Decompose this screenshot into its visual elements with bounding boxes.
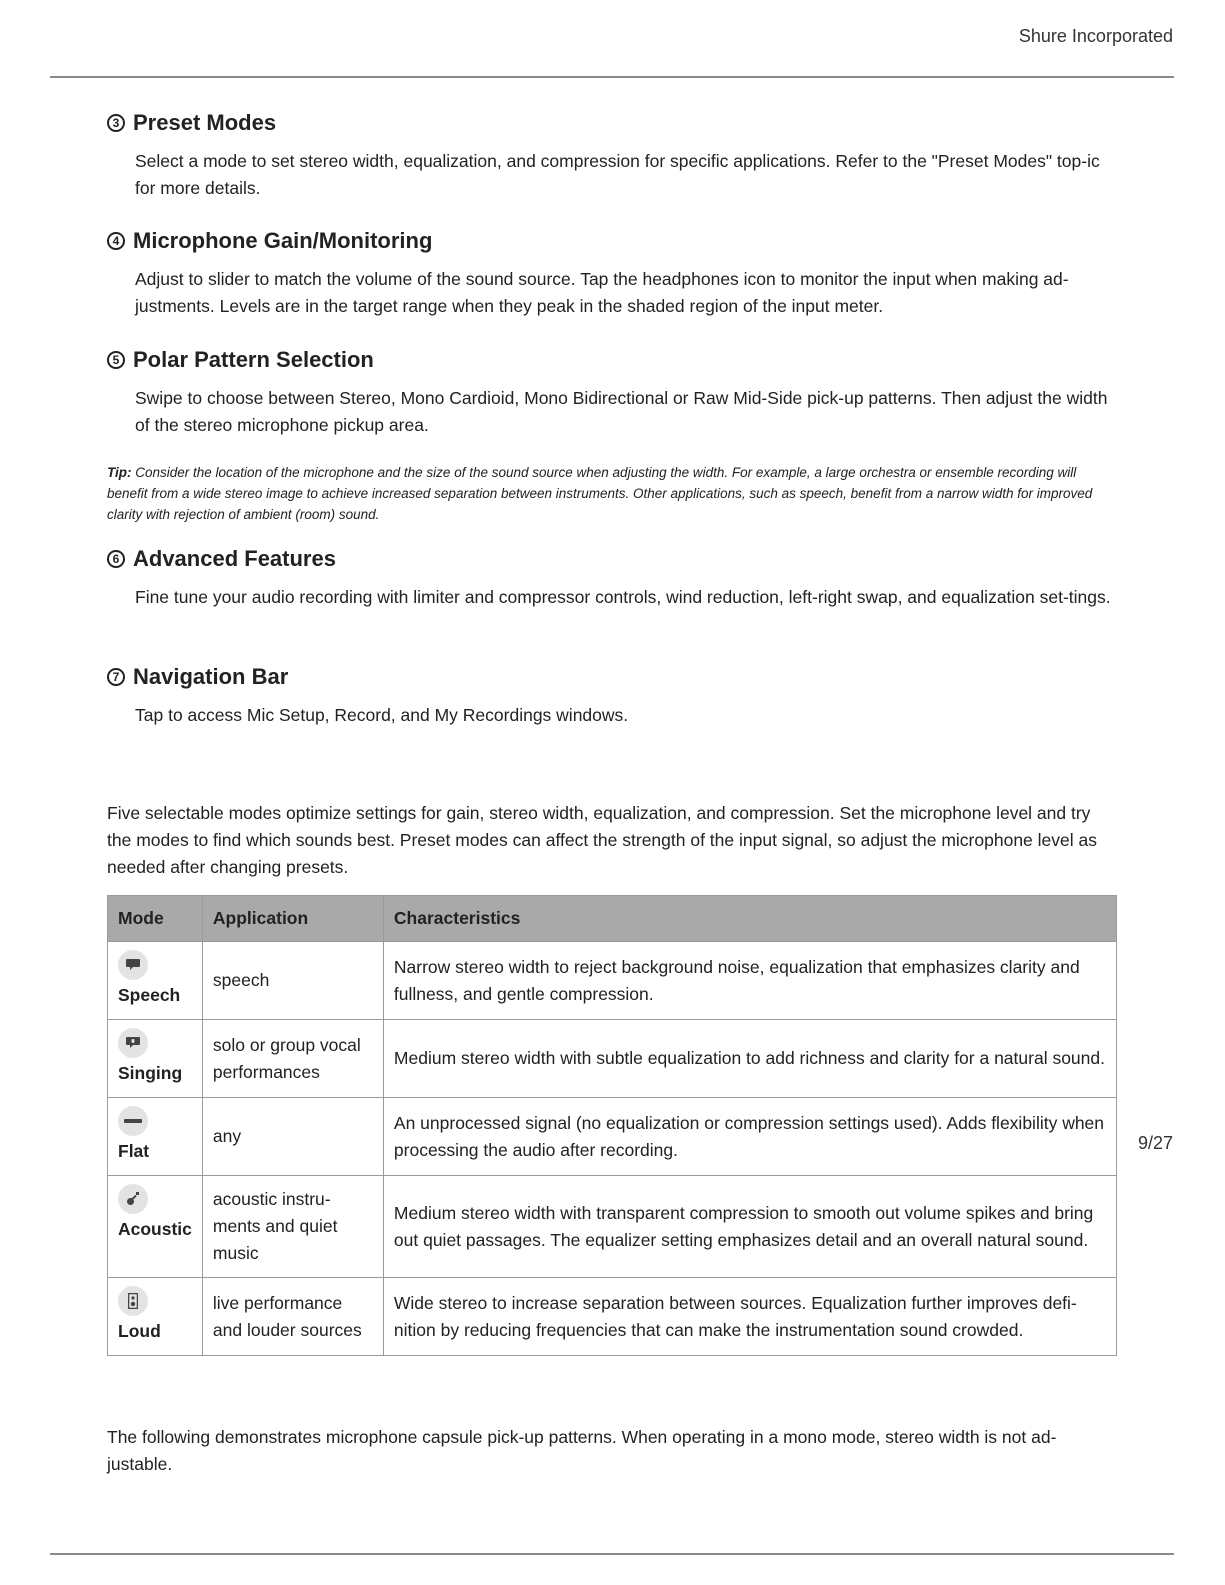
mode-label: Loud bbox=[118, 1321, 161, 1341]
footer-divider bbox=[50, 1553, 1174, 1555]
table-header-row bbox=[108, 896, 1117, 942]
mode-cell bbox=[108, 1278, 203, 1356]
section-navigation-bar bbox=[107, 664, 1117, 729]
section-body: Fine tune your audio recording with limiter and compressor controls, wind reduction, left-right swap, and equalization set-tings. bbox=[135, 587, 1111, 607]
section-number-badge: 3 bbox=[107, 114, 125, 132]
section-title: Preset Modes bbox=[133, 110, 277, 135]
mode-label: Speech bbox=[118, 985, 181, 1005]
table-header-characteristics: Characteristics bbox=[383, 896, 1116, 942]
section-body: Select a mode to set stereo width, equalization, and compression for specific applications. Refer to the "Preset Modes" top-ic for more details. bbox=[135, 151, 1100, 198]
section-body: Tap to access Mic Setup, Record, and My Recordings windows. bbox=[135, 705, 629, 725]
header-company-name: Shure Incorporated bbox=[1018, 26, 1173, 46]
section-microphone-gain bbox=[107, 228, 1117, 320]
characteristics-cell: Medium stereo width with transparent compression to smooth out volume spikes and bring out quiet passages. The equalizer setting emphasizes detail and an overall natural sound. bbox=[383, 1176, 1116, 1278]
preset-modes-table bbox=[107, 895, 1117, 1356]
table-row bbox=[108, 1176, 1117, 1278]
table-row bbox=[108, 942, 1117, 1020]
guitar-icon bbox=[118, 1184, 148, 1214]
mode-cell bbox=[108, 942, 203, 1020]
mode-label: Flat bbox=[118, 1141, 150, 1161]
mode-label: Singing bbox=[118, 1063, 183, 1083]
section-polar-pattern bbox=[107, 347, 1117, 439]
application-cell: acoustic instru-ments and quiet music bbox=[202, 1176, 383, 1278]
section-number-badge: 5 bbox=[107, 351, 125, 369]
section-number-badge: 7 bbox=[107, 668, 125, 686]
section-advanced-features bbox=[107, 546, 1117, 611]
flat-line-icon bbox=[118, 1106, 148, 1136]
application-cell: speech bbox=[202, 942, 383, 1020]
tip-text: Consider the location of the microphone and the size of the sound source when adjusting the width. For example, a large orchestra or ensemble recording will benefit from a wide stereo image to achieve increased separation between instruments. Other applications, such as speech, benefit from a narrow width for improved clarity with rejection of ambient (room) sound. bbox=[107, 465, 1093, 522]
table-header-mode: Mode bbox=[108, 896, 203, 942]
characteristics-cell: Wide stereo to increase separation between sources. Equalization further improves defi-nition by reducing frequencies that can make the instrumentation sound crowded. bbox=[383, 1278, 1116, 1356]
application-cell: solo or group vocal performances bbox=[202, 1020, 383, 1098]
mode-cell bbox=[108, 1098, 203, 1176]
table-row bbox=[108, 1098, 1117, 1176]
pickup-patterns-intro: The following demonstrates microphone capsule pick-up patterns. When operating in a mono mode, stereo width is not ad-justable. bbox=[107, 1427, 1057, 1474]
tip-label: Tip: bbox=[107, 465, 132, 480]
section-title: Microphone Gain/Monitoring bbox=[133, 228, 433, 253]
section-body: Swipe to choose between Stereo, Mono Cardioid, Mono Bidirectional or Raw Mid-Side pick-up patterns. Then adjust the width of the stereo microphone pickup area. bbox=[135, 388, 1108, 435]
application-cell: any bbox=[202, 1098, 383, 1176]
section-number-badge: 4 bbox=[107, 232, 125, 250]
mode-cell bbox=[108, 1176, 203, 1278]
section-body: Adjust to slider to match the volume of the sound source. Tap the headphones icon to monitor the input when making ad-justments. Levels are in the target range when they peak in the shaded region of the input meter. bbox=[135, 269, 1069, 316]
mode-cell bbox=[108, 1020, 203, 1098]
section-title: Advanced Features bbox=[133, 546, 336, 571]
speech-bubble-icon bbox=[118, 950, 148, 980]
application-cell: live performance and louder sources bbox=[202, 1278, 383, 1356]
section-number-badge: 6 bbox=[107, 550, 125, 568]
amplifier-icon bbox=[118, 1286, 148, 1316]
section-title: Navigation Bar bbox=[133, 664, 289, 689]
characteristics-cell: An unprocessed signal (no equalization or compression settings used). Adds flexibility when processing the audio after recording. bbox=[383, 1098, 1116, 1176]
tip-note bbox=[107, 462, 1117, 525]
characteristics-cell: Medium stereo width with subtle equalization to add richness and clarity for a natural sound. bbox=[383, 1020, 1116, 1098]
header-divider bbox=[50, 76, 1174, 78]
table-row bbox=[108, 1278, 1117, 1356]
singing-bubble-icon bbox=[118, 1028, 148, 1058]
table-header-application: Application bbox=[202, 896, 383, 942]
mode-label: Acoustic bbox=[118, 1219, 192, 1239]
preset-modes-intro: Five selectable modes optimize settings for gain, stereo width, equalization, and compression. Set the microphone level and try the modes to find which sounds best. Preset modes can affect the strength of the input signal, so adjust the microphone level as needed after changing presets. bbox=[107, 803, 1097, 877]
section-preset-modes bbox=[107, 110, 1117, 202]
page-number: 9/27 bbox=[1137, 1133, 1173, 1153]
characteristics-cell: Narrow stereo width to reject background noise, equalization that emphasizes clarity and fullness, and gentle compression. bbox=[383, 942, 1116, 1020]
table-row bbox=[108, 1020, 1117, 1098]
section-title: Polar Pattern Selection bbox=[133, 347, 374, 372]
